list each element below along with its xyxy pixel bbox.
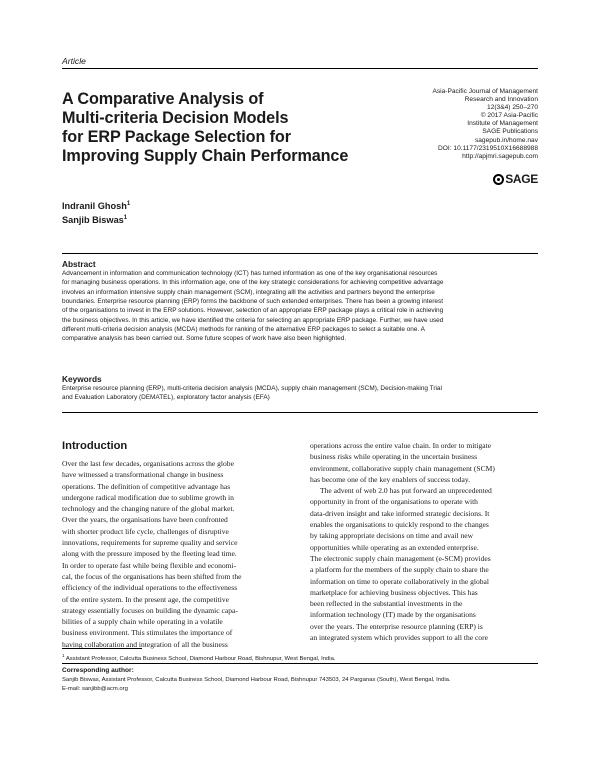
journal-meta-line: SAGE Publications	[482, 128, 538, 136]
title-line: A Comparative Analysis of	[62, 90, 264, 108]
corresponding-author-body	[62, 676, 451, 693]
body-line: business environment. This stimulates the importance of	[62, 628, 233, 638]
abstract-heading: Abstract	[62, 259, 96, 269]
body-line: The advent of web 2.0 has put forward an unprecedented	[320, 486, 492, 496]
body-line: opportunities while operating as an extended enterprise.	[310, 542, 479, 552]
abstract-line: for managing business operations. In this information age, one of the key strategic considerations for achieving competitive advantage	[62, 279, 444, 287]
abstract-line: Advancement in information and communication technology (ICT) has turned information as one of the key organisational resources	[62, 270, 438, 277]
journal-meta-line: Research and Innovation	[464, 96, 538, 104]
body-line: Over the years, the organisations have been confronted	[62, 515, 228, 525]
body-line: bilities of a supply chain while operating in a volatile	[62, 617, 223, 627]
body-line: In order to operate fast while being flexible and economi-	[62, 560, 237, 570]
author-affiliation-mark: 1	[126, 200, 131, 207]
body-line: been reflected in the substantial investments in the	[310, 599, 463, 609]
title-line: for ERP Package Selection for	[62, 128, 291, 146]
abstract-line: comparative analysis has been carried out. Some future scopes of work have also been highlighted.	[62, 335, 347, 343]
title-line: Improving Supply Chain Performance	[62, 147, 349, 165]
body-line: have witnessed a transformational change in business	[62, 470, 224, 480]
footnote-text: Assistant Professor, Calcutta Business School, Diamond Harbour Road, Bishnupur, West Bengal, India.	[65, 655, 336, 662]
body-line: along with the pressure imposed by the fleeting lead time.	[62, 549, 237, 559]
body-line: efficiency of the individual operations to the effectiveness	[62, 583, 238, 593]
corresponding-rule	[62, 663, 538, 664]
journal-meta-line: Institute of Management	[467, 120, 538, 128]
journal-meta-line: sagepub.in/home.nav	[474, 136, 538, 144]
journal-meta-line: © 2017 Asia-Pacific	[480, 112, 538, 120]
body-line: opportunity in front of the organisations to operate with	[310, 497, 478, 507]
right-column	[310, 440, 538, 643]
abstract-line: different multi-criteria decision analysis (MCDA) methods for ranking of the alternative ERP packages to select a suitable one. A	[62, 326, 425, 334]
body-line: innovations, requirements for supreme quality and service	[62, 538, 238, 548]
body-line: enables the organisations to quickly respond to the changes	[310, 520, 489, 530]
author-affiliation-mark: 1	[123, 214, 128, 221]
introduction-heading: Introduction	[62, 440, 128, 452]
journal-meta-line: http://apjmri.sagepub.com	[462, 152, 538, 160]
paper-title	[62, 90, 382, 166]
journal-meta-line: 12(3&4) 250–270	[487, 104, 538, 112]
sage-logo-icon	[493, 174, 504, 185]
footnote-rule	[62, 648, 142, 649]
keywords-heading: Keywords	[62, 374, 102, 384]
corresponding-author-address: Sanjib Biswas, Assistant Professor, Calcutta Business School, Diamond Harbour Road, Bishnupur 743503, 24 Parganas (South), West Bengal, India.	[62, 677, 451, 683]
body-line: marketplace for achieving business objectives. This has	[310, 587, 478, 597]
body-line: information on time to operate collaboratively in the global	[310, 576, 489, 586]
corresponding-author-email[interactable]: E-mail: sanjibb@acm.org	[62, 685, 128, 692]
journal-meta-line: Asia-Pacific Journal of Management	[432, 88, 538, 95]
body-line: The electronic supply chain management (e-SCM) provides	[310, 553, 491, 563]
body-line: a platform for the members of the supply chain to share the	[310, 565, 489, 575]
keywords-line: Enterprise resource planning (ERP), multi-criteria decision analysis (MCDA), supply chain management (SCM), Decision-making Trial	[62, 385, 442, 392]
journal-metadata	[388, 88, 538, 161]
journal-meta-line: DOI: 10.1177/2319510X16688988	[438, 144, 538, 152]
body-line: information technology (IT) made by the organisations	[310, 610, 476, 620]
body-line: data-driven insight and take informed strategic decisions. It	[310, 508, 490, 518]
corresponding-author-heading: Corresponding author:	[62, 667, 134, 674]
body-line: undergone radical modification due to sublime growth in	[62, 492, 234, 502]
body-line: cal, the focus of the organisations has been shifted from the	[62, 571, 242, 581]
left-column	[62, 458, 290, 650]
body-line: operations across the entire value chain. In order to mitigate	[310, 441, 492, 450]
body-line: has become one of the key enablers of success today.	[310, 474, 471, 484]
title-line: Multi-criteria Decision Models	[62, 109, 289, 127]
body-line: by taking appropriate decisions on time and avail new	[310, 531, 474, 541]
body-line: an integrated system which provides support to all the core	[310, 633, 488, 643]
body-line: technology and the changing nature of the global market.	[62, 504, 235, 514]
header-rule	[62, 68, 538, 69]
sage-logo-text: SAGE	[505, 172, 538, 186]
body-line: operations. The definition of competitive advantage has	[62, 481, 231, 491]
abstract-line: of the organisations to invest in the ERP solutions. However, selection of an appropriate ERP package plays a critical role in achieving	[62, 307, 444, 315]
body-line: of the entire system. In the present age, the competitive	[62, 594, 230, 604]
author: Sanjib Biswas$^1$	[62, 214, 128, 225]
abstract-line: involves an information intensive supply chain management (SCM), integrating alll the activities and partners beyond the enterprise	[62, 288, 435, 296]
abstract-rule	[62, 253, 538, 254]
footnote-mark: 1	[62, 653, 65, 658]
author: Indranil Ghosh$^1$	[62, 200, 131, 211]
body-line: having collaboration and integration of all the business	[62, 639, 228, 649]
article-type-label: Article	[62, 56, 86, 66]
body-line: Over the last few decades, organisations across the globe	[62, 459, 234, 468]
keywords-rule	[62, 412, 538, 413]
affiliation-footnote	[62, 652, 336, 663]
body-line: with shorter product life cycle, challenges of disruptive	[62, 526, 229, 536]
abstract-body	[62, 269, 538, 344]
abstract-line: the business objectives. In this article, we have identified the criteria for selecting an appropriate ERP package. Further, we have used	[62, 316, 444, 324]
body-line: strategy essentially focuses on building the dynamic capa-	[62, 605, 238, 615]
author-list	[62, 199, 130, 227]
body-line: business risks while operating in the uncertain business	[310, 452, 478, 462]
keywords-body	[62, 384, 538, 403]
keywords-line: and Evaluation Laboratory (DEMATEL), exploratory factor analysis (EFA)	[62, 394, 270, 402]
sage-logo	[493, 172, 538, 186]
abstract-line: boundaries. Enterprise resource planning (ERP) forms the backbone of such extended enterprises. There has been a growing interest	[62, 298, 443, 306]
body-line: environment, collaborative supply chain management (SCM)	[310, 463, 495, 473]
body-line: over the years. The enterprise resource planning (ERP) is	[310, 621, 483, 631]
